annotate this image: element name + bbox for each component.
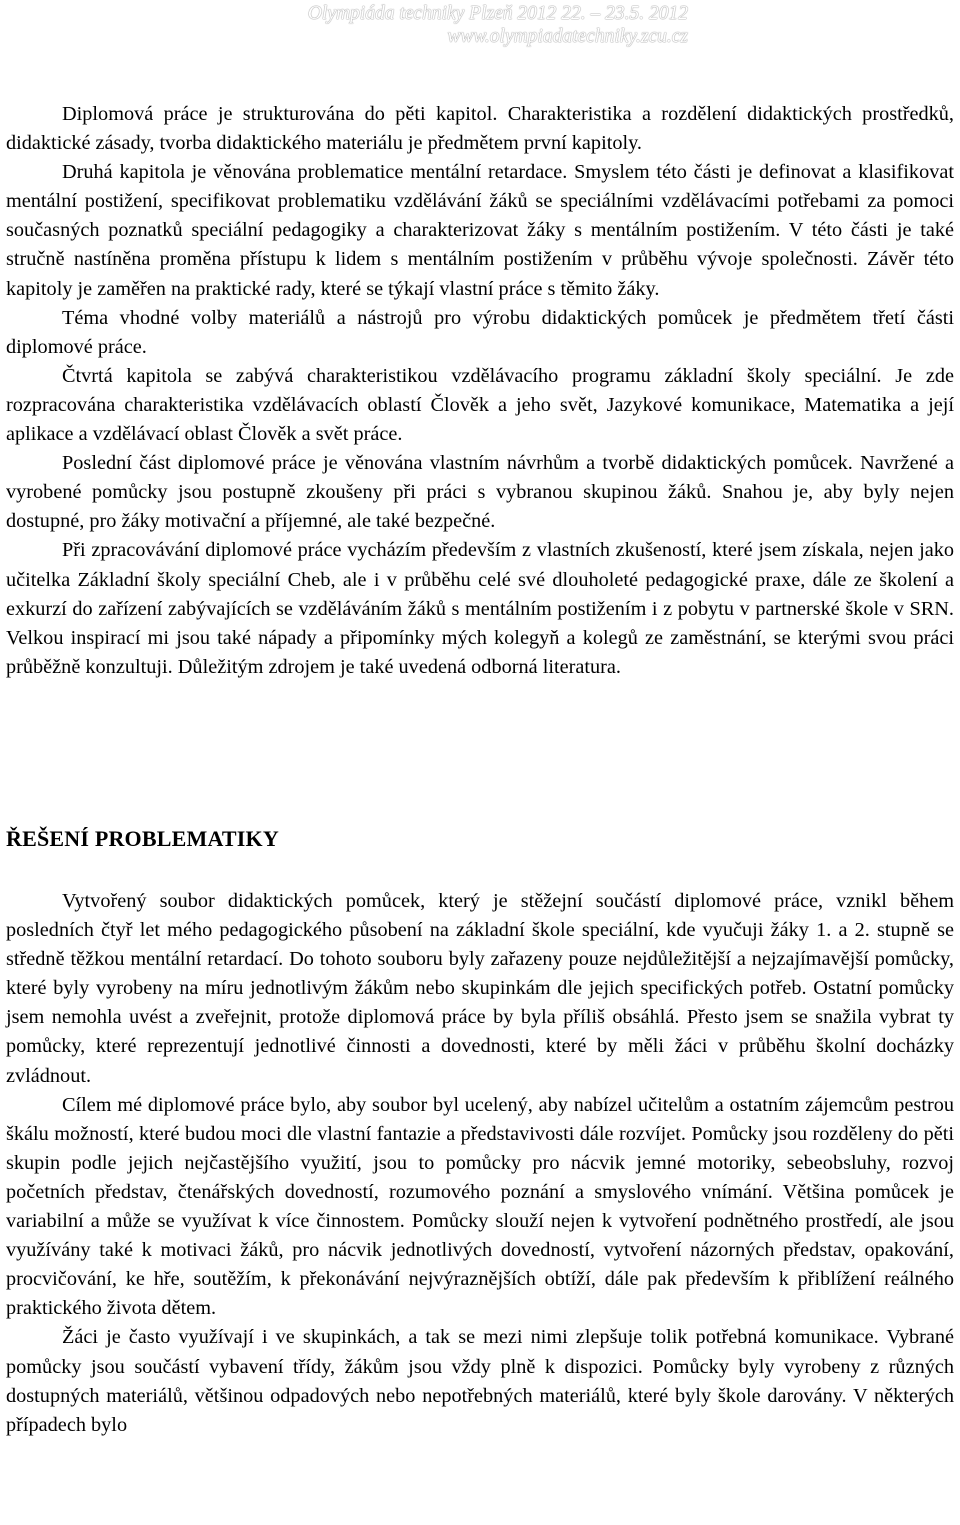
page-header	[308, 2, 688, 48]
solution-section	[6, 887, 954, 1440]
section-heading: ŘEŠENÍ PROBLEMATIKY	[6, 826, 279, 851]
paragraph-sources: Při zpracovávání diplomové práce vycházím především z vlastních zkušeností, které jsem získala, nejen jako učitelka Základní školy speciální Cheb, ale i v průběhu celé své dlouholeté pedagogické praxe, dále ze školení a exkurzí do zařízení zabývajících se vzděláváním žáků s mentálním postižením i z pobytu v partnerské škole v SRN. Velkou inspirací mi jsou také nápady a připomínky mých kolegyň a kolegů ze zaměstnání, se kterými svou práci průběžně konzultuji. Důležitým zdrojem je také uvedená odborná literatura.	[6, 539, 954, 678]
paragraph-aid-set: Vytvořený soubor didaktických pomůcek, který je stěžejní součástí diplomové práce, vznikl během posledních čtyř let mého pedagogického působení na základní škole speciální, kde vyučuji žáky 1. a 2. stupně se středně těžkou mentální retardací. Do tohoto souboru byly zařazeny pouze nejdůležitější a nejzajímavější pomůcky, které byly vyrobeny na míru jednotlivým žákům nebo skupinkám dle jejich specifických potřeb. Ostatní pomůcky jsem nemohla uvést a zveřejnit, protože diplomová práce by byla příliš obsáhlá. Přesto jsem se snažila vybrat ty pomůcky, které reprezentují jednotlivé činnosti a dovednosti, které by měli žáci v průběhu školní docházky zvládnout.	[6, 890, 954, 1087]
paragraph-goal: Cílem mé diplomové práce bylo, aby soubor byl ucelený, aby nabízel učitelům a ostatním zájemcům pestrou škálu možností, které budou moci dle vlastní fantazie a představivosti dále rozvíjet. Pomůcky jsou rozděleny do pěti skupin podle jejich nejčastějšího využití, jsou to pomůcky pro nácvik jemné motoriky, sebeobsluhy, rozvoj početních představ, čtenářských dovedností, rozumového poznání a smyslového vnímání. Většina pomůcek je variabilní a může se využívat k více činnostem. Pomůcky slouží nejen k vytvoření podnětného prostředí, ale jsou využívány také k motivaci žáků, pro nácvik jednotlivých dovedností, vytvoření názorných představ, opakování, procvičování, ke hře, soutěžím, k překonávání nejvýraznějších obtíží, dále pak především k přiblížení reálného praktického života dětem.	[6, 1093, 954, 1320]
paragraph-usage: Žáci je často využívají i ve skupinkách, a tak se mezi nimi zlepšuje tolik potřebná komunikace. Vybrané pomůcky jsou součástí vybavení třídy, žákům jsou vždy plně k dispozici. Pomůcky byly vyrobeny z různých dostupných materiálů, většinou odpadových nebo nepotřebných materiálů, které byly škole darovány. V některých případech bylo	[6, 1326, 954, 1436]
paragraph-chapter-two: Druhá kapitola je věnována problematice mentální retardace. Smyslem této části je definovat a klasifikovat mentální postižení, specifikovat problematiku vzdělávání žáků se speciálními vzdělávacími potřebami za pomoci současných poznatků speciální pedagogiky a charakterizovat žáky s mentálním postižením. V této části je také stručně nastíněna proměna přístupu k lidem s mentálním postižením v průběhu vývoje společnosti. Závěr této kapitoly je zaměřen na praktické rady, které se týkají vlastní práce s těmito žáky.	[6, 161, 954, 300]
paragraph-chapter-four: Čtvrtá kapitola se zabývá charakteristikou vzdělávacího programu základní školy speciální. Je zde rozpracována charakteristika vzdělávacích oblastí Člověk a jeho svět, Jazykové komunikace, Matematika a její aplikace a vzdělávací oblast Člověk a svět práce.	[6, 364, 954, 446]
header-event-title: Olympiáda techniky Plzeň 2012 22. – 23.5. 2012	[307, 3, 688, 24]
intro-section	[6, 100, 954, 682]
header-website-url: www.olympiadatechniky.zcu.cz	[447, 26, 688, 47]
paragraph-chapter-five: Poslední část diplomové práce je věnována vlastním návrhům a tvorbě didaktických pomůcek. Navržené a vyrobené pomůcky jsou postupně zkoušeny při práci s vybranou skupinou žáků. Snahou je, aby byly nejen dostupné, pro žáky motivační a příjemné, ale také bezpečné.	[6, 452, 954, 533]
paragraph-structure: Diplomová práce je strukturována do pěti kapitol. Charakteristika a rozdělení didaktických prostředků, didaktické zásady, tvorba didaktického materiálu je předmětem první kapitoly.	[6, 103, 954, 155]
paragraph-chapter-three: Téma vhodné volby materiálů a nástrojů pro výrobu didaktických pomůcek je předmětem třetí části diplomové práce.	[6, 306, 954, 358]
